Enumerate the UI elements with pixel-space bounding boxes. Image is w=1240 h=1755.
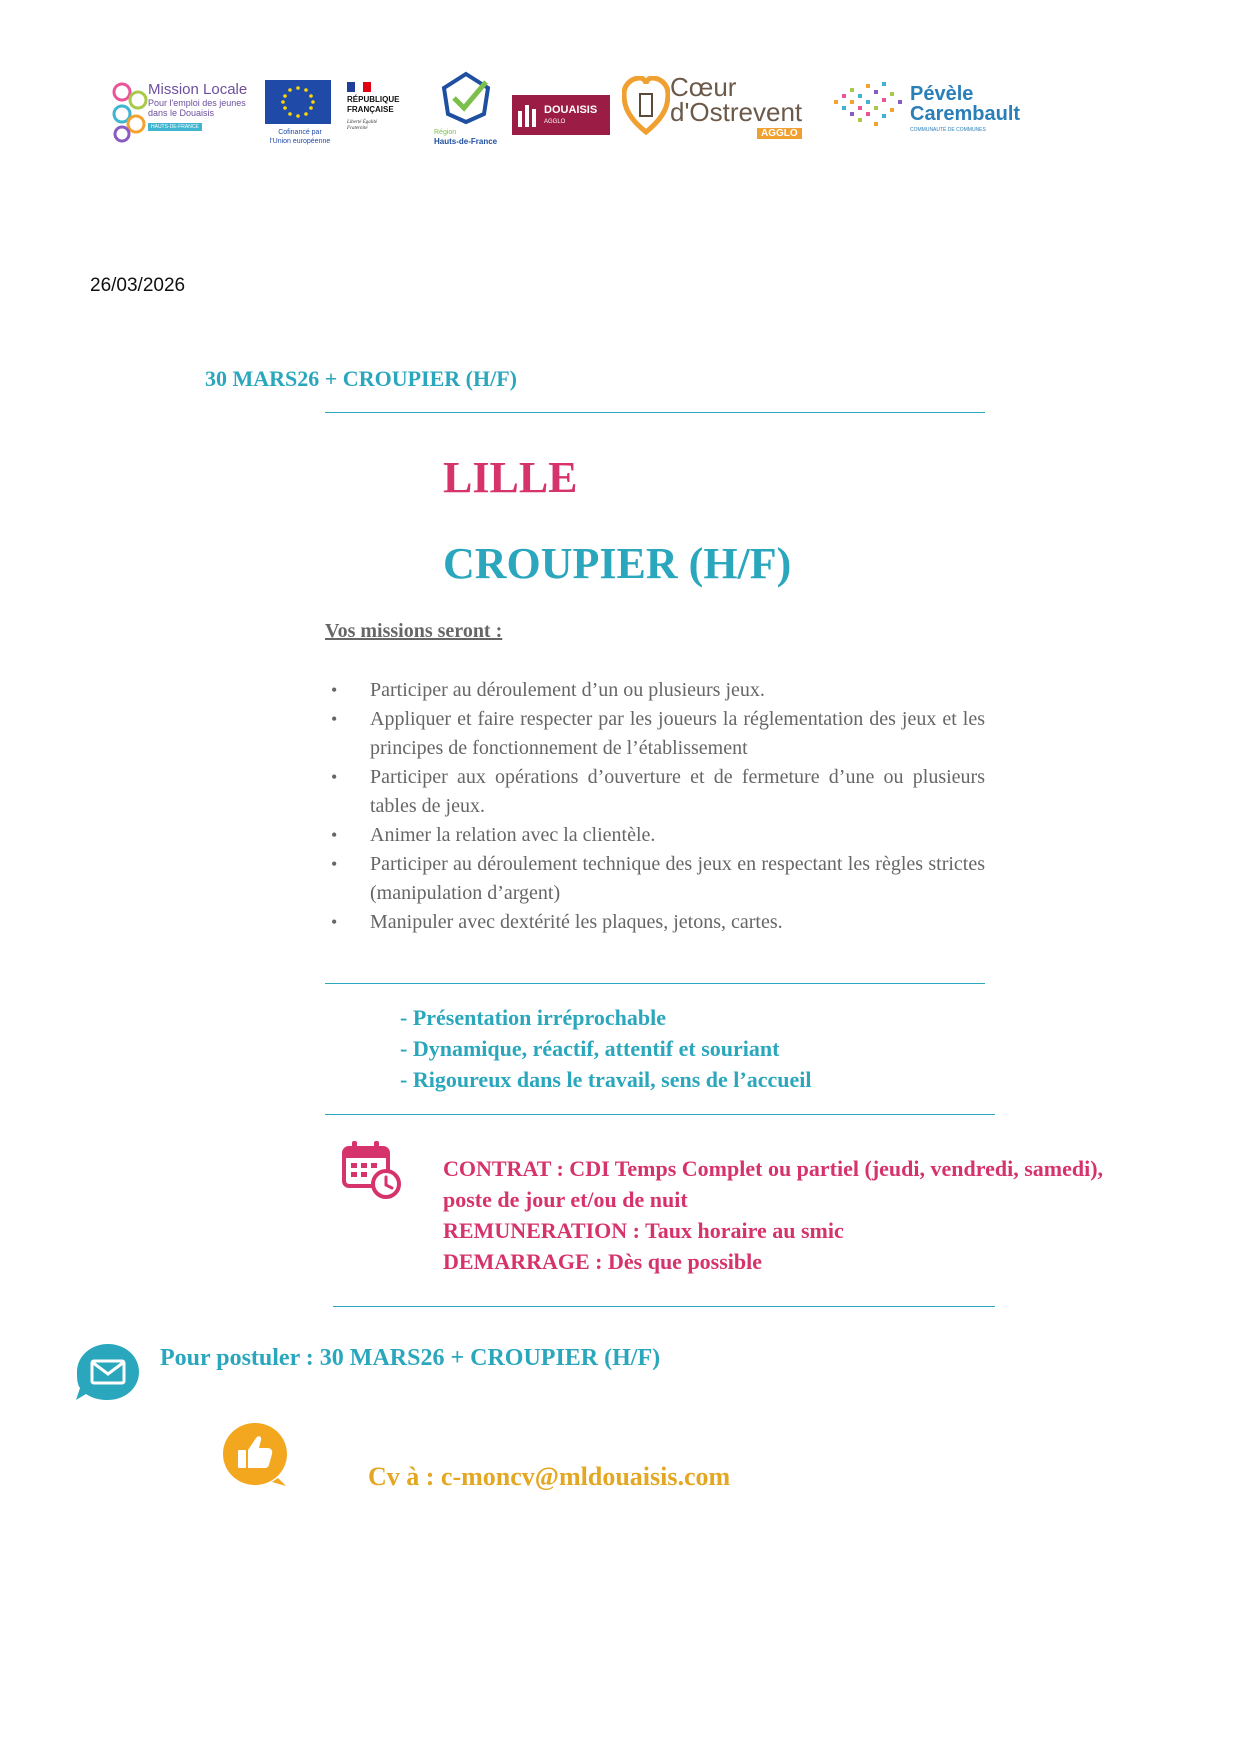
contract-type: CONTRAT : CDI Temps Complet ou partiel (jeudi, vendredi, samedi), poste de jour et/ou de nuit — [443, 1156, 1104, 1212]
pevele-tag: COMMUNAUTÉ DE COMMUNES — [910, 127, 986, 133]
region-line-2: Hauts-de-France — [434, 137, 498, 146]
mission-item: • Participer au déroulement technique des jeux en respectant les règles strictes (manipulation d’argent) — [325, 850, 985, 908]
pevele-line-2: Carembault — [910, 103, 1021, 125]
douaisis-agglo-logo — [512, 95, 610, 135]
missions-heading: Vos missions seront : — [325, 620, 503, 642]
quality-item: - Présentation irréprochable — [400, 1005, 666, 1030]
mission-item: • Participer au déroulement d’un ou plusieurs jeux. — [325, 676, 985, 705]
calendar-clock-icon — [340, 1138, 402, 1200]
coeur-tag: AGGLO — [757, 128, 802, 139]
mission-locale-tag: HAUTS-DE-FRANCE — [148, 123, 202, 131]
republique-line-1: RÉPUBLIQUE — [347, 95, 400, 104]
contract-start: DEMARRAGE : Dès que possible — [443, 1249, 763, 1274]
quality-item: - Rigoureux dans le travail, sens de l’accueil — [400, 1067, 812, 1092]
eu-caption-1: Cofinancé par — [278, 129, 322, 136]
coeur-line-1: Cœur — [670, 72, 737, 102]
coeur-line-2: d'Ostrevent — [670, 97, 803, 127]
republique-francaise-logo — [345, 82, 420, 152]
mission-locale-subtitle: Pour l'emploi des jeunes dans le Douaisis — [148, 98, 246, 118]
divider — [333, 1306, 995, 1307]
job-title: CROUPIER (H/F) — [443, 539, 792, 588]
pevele-carembault-logo — [832, 80, 1032, 150]
divider — [325, 1114, 995, 1115]
douaisis-sub: AGGLO — [544, 119, 566, 125]
divider — [325, 412, 985, 413]
pevele-line-1: Pévèle — [910, 83, 974, 105]
republique-line-2: FRANÇAISE — [347, 105, 394, 114]
envelope-icon — [73, 1340, 143, 1406]
cv-email: Cv à : c-moncv@mldouaisis.com — [368, 1462, 731, 1491]
mission-locale-title: Mission Locale — [148, 81, 248, 98]
mission-locale-logo — [100, 78, 250, 148]
republique-motto: Liberté Égalité Fraternité — [347, 120, 378, 131]
contract-remuneration: REMUNERATION : Taux horaire au smic — [443, 1218, 844, 1243]
region-line-1: Région — [434, 129, 457, 136]
contract-details — [443, 1153, 1123, 1277]
apply-reference: Pour postuler : 30 MARS26 + CROUPIER (H/F) — [160, 1345, 661, 1371]
offer-reference: 30 MARS26 + CROUPIER (H/F) — [205, 366, 517, 391]
coeur-ostrevent-logo — [622, 72, 822, 152]
job-city: LILLE — [443, 453, 578, 502]
mission-item: • Animer la relation avec la clientèle. — [325, 821, 985, 850]
thumbs-up-icon — [220, 1420, 290, 1490]
mission-item: • Participer aux opérations d’ouverture et de fermeture d’une ou plusieurs tables de jeux. — [325, 763, 985, 821]
missions-list — [325, 676, 985, 937]
region-hauts-de-france-logo — [430, 70, 505, 155]
mission-item: • Manipuler avec dextérité les plaques, jetons, cartes. — [325, 908, 985, 937]
eu-caption-2: l'Union européenne — [269, 138, 331, 145]
qualities-list — [400, 1002, 811, 1095]
logo-strip — [100, 70, 1040, 170]
document-date: 26/03/2026 — [90, 275, 186, 296]
mission-item: • Appliquer et faire respecter par les joueurs la réglementation des jeux et les principes de fonctionnement de l’établissement — [325, 705, 985, 763]
quality-item: - Dynamique, réactif, attentif et souriant — [400, 1036, 780, 1061]
douaisis-name: DOUAISIS — [544, 104, 598, 116]
eu-logo — [260, 80, 340, 150]
divider — [325, 983, 985, 984]
